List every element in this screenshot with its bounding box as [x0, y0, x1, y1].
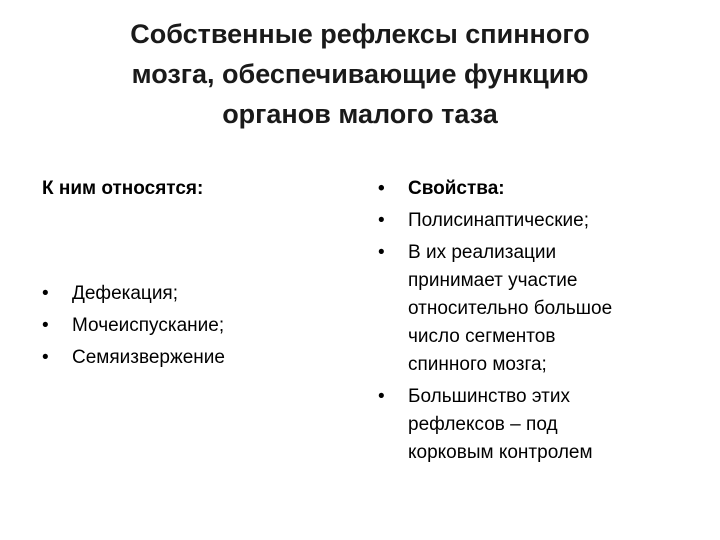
bullet-icon: •: [378, 242, 385, 263]
list-item: [378, 175, 708, 203]
bullet-icon: •: [378, 210, 385, 231]
list-item-text: относительно большое: [408, 298, 613, 319]
bullet-icon: •: [42, 315, 49, 336]
title-line: Собственные рефлексы спинного: [130, 19, 590, 49]
list-item: [378, 383, 708, 467]
list-item-text: корковым контролем: [408, 442, 593, 463]
list-item-text: Дефекация;: [72, 283, 178, 304]
list-item-text: Большинство этих: [408, 386, 570, 407]
list-item: [378, 239, 708, 379]
list-item-text: Свойства:: [408, 178, 505, 199]
title-line: мозга, обеспечивающие функцию: [131, 59, 589, 89]
slide-title: [60, 14, 660, 134]
bullet-icon: •: [42, 347, 49, 368]
bullet-icon: •: [42, 283, 49, 304]
list-item-text: Полисинаптические;: [408, 210, 590, 231]
list-item-text: число сегментов: [408, 326, 556, 347]
bullet-icon: •: [378, 386, 385, 407]
list-item: [42, 310, 225, 342]
left-bullet-list: [42, 278, 225, 374]
list-item-text: Мочеиспускание;: [72, 315, 225, 336]
list-item: [42, 278, 225, 310]
list-item: [42, 342, 225, 374]
left-heading: К ним относятся:: [42, 178, 204, 199]
list-item-text: В их реализации: [408, 242, 557, 263]
right-bullet-list: [378, 175, 708, 467]
list-item-text: принимает участие: [408, 270, 578, 291]
left-column: [42, 175, 342, 368]
right-column: [378, 175, 708, 471]
bullet-icon: •: [378, 178, 385, 199]
title-line: органов малого таза: [222, 99, 498, 129]
list-item-text: спинного мозга;: [408, 354, 547, 375]
list-item-text: Семяизвержение: [72, 347, 225, 368]
list-item: [378, 207, 708, 235]
list-item-text: рефлексов – под: [408, 414, 558, 435]
